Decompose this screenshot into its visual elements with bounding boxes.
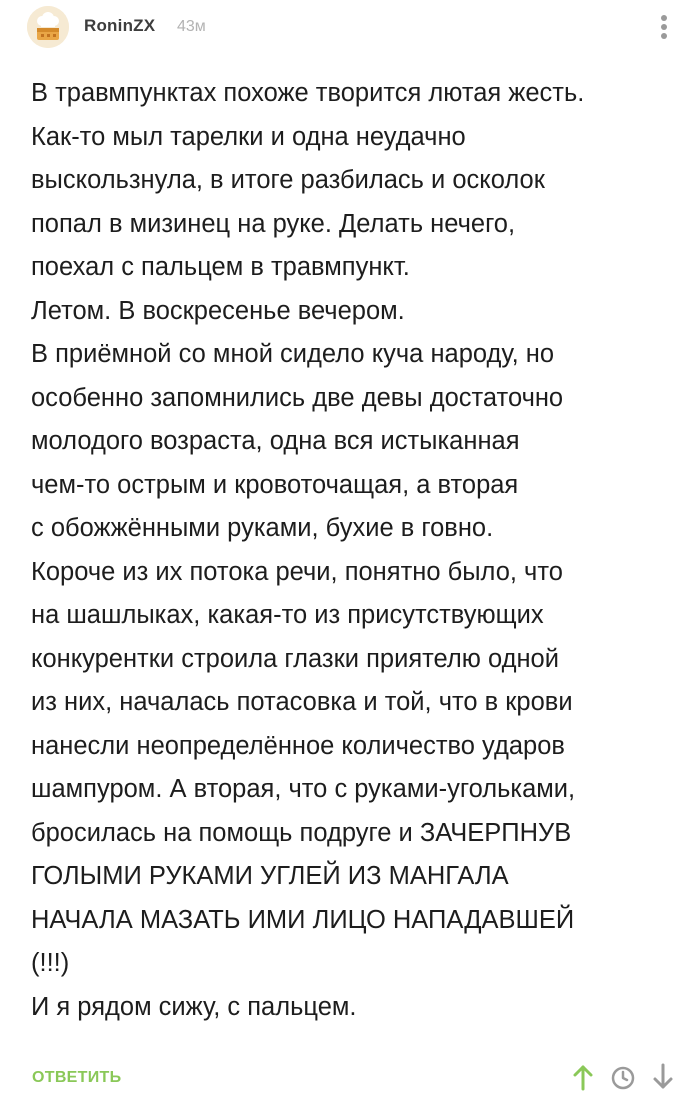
comment-line: ГОЛЫМИ РУКАМИ УГЛЕЙ ИЗ МАНГАЛА xyxy=(31,862,509,890)
comment-line: В приёмной со мной сидело куча народу, но xyxy=(31,340,555,368)
arrow-down-icon[interactable] xyxy=(650,1062,676,1092)
comment-line: (!!!) xyxy=(31,949,70,977)
comment-text xyxy=(31,72,686,1029)
comment-line: бросилась на помощь подруге и ЗАЧЕРПНУВ xyxy=(31,818,572,847)
comment-line: особенно запомнились две девы достаточно xyxy=(31,383,564,412)
user-avatar[interactable] xyxy=(27,6,69,48)
comment-line: В травмпунктах похоже творится лютая жесть. xyxy=(31,79,585,107)
comment-line: шампуром. А вторая, что с руками-угольками, xyxy=(31,775,576,803)
comment-line: из них, началась потасовка и той, что в крови xyxy=(31,688,573,716)
comment-line: нанесли неопределённое количество ударов xyxy=(31,731,565,760)
baked-goods-avatar-icon xyxy=(27,6,69,48)
comment-line: молодого возраста, одна вся истыканная xyxy=(31,427,520,455)
arrow-up-icon[interactable] xyxy=(570,1062,596,1092)
comment-line: И я рядом сижу, с пальцем. xyxy=(31,992,357,1021)
comment-author[interactable]: RoninZX xyxy=(84,16,156,35)
comment-line: Короче из их потока речи, понятно было, что xyxy=(31,557,563,586)
comment-line: Как-то мыл тарелки и одна неудачно xyxy=(31,122,466,151)
comment-line: с обожжёнными руками, бухие в говно. xyxy=(31,514,494,542)
comment-line: НАЧАЛА МАЗАТЬ ИМИ ЛИЦО НАПАДАВШЕЙ xyxy=(31,905,575,934)
comment-line: выскользнула, в итоге разбилась и осколок xyxy=(31,166,545,194)
comment-line: поехал с пальцем в травмпункт. xyxy=(31,253,410,281)
reply-button[interactable]: ОТВЕТИТЬ xyxy=(32,1069,122,1086)
comment-timestamp: 43м xyxy=(177,18,206,35)
comment-line: попал в мизинец на руке. Делать нечего, xyxy=(31,209,516,238)
comment-header xyxy=(0,0,700,56)
clock-icon[interactable] xyxy=(610,1065,636,1091)
comment-footer xyxy=(0,1058,700,1098)
comment-line: Летом. В воскресенье вечером. xyxy=(31,296,405,325)
comment-line: чем-то острым и кровоточащая, а вторая xyxy=(31,470,519,499)
comment-line: конкурентки строила глазки приятелю одной xyxy=(31,644,559,673)
comment-line: на шашлыках, какая-то из присутствующих xyxy=(31,601,544,629)
more-vertical-icon[interactable] xyxy=(652,12,676,42)
